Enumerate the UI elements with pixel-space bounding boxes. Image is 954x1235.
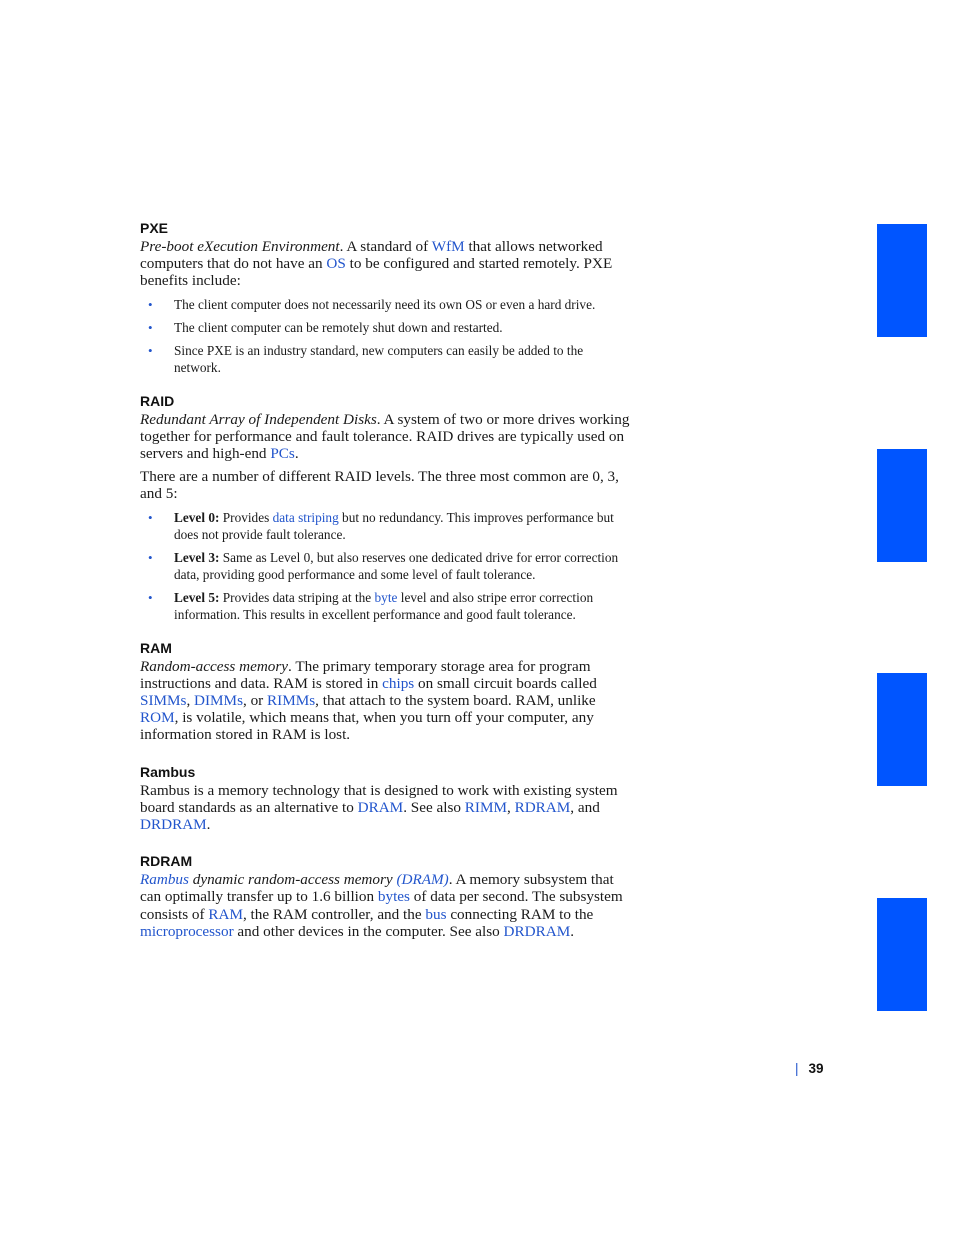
- expansion: dynamic random-access memory: [188, 871, 397, 889]
- definition: Redundant Array of Independent Disks. A system of two or more drives working together for performance and fault tolerance. RAID drives are typically used on servers and high-end PCs.: [140, 410, 630, 463]
- side-tab: [877, 673, 927, 786]
- link-dram[interactable]: (DRAM): [396, 871, 449, 889]
- list-item: • The client computer does not necessarily need its own OS or even a hard drive.: [148, 296, 596, 312]
- entry-rdram: [140, 853, 630, 940]
- levels-intro: There are a number of different RAID levels. The three most common are 0, 3, and 5:: [140, 468, 619, 503]
- level-label: Level 3:: [174, 549, 220, 565]
- list-item: • Level 5: Provides data striping at the byte level and also stripe error correction information. This results in excellent performance and good fault tolerance.: [148, 589, 594, 622]
- bullet-icon: •: [148, 319, 153, 335]
- expansion: Random-access memory: [140, 657, 289, 675]
- bullet-icon: •: [148, 549, 153, 565]
- link-bytes[interactable]: bytes: [377, 888, 410, 906]
- entry-rambus: [140, 764, 630, 834]
- term-heading: RAM: [140, 639, 172, 656]
- list-item: • Since PXE is an industry standard, new computers can easily be added to the network.: [148, 342, 584, 375]
- bullet-icon: •: [148, 589, 153, 605]
- link-dram[interactable]: DRAM: [357, 798, 404, 816]
- benefit-list: [140, 296, 630, 376]
- link-rom[interactable]: ROM: [140, 709, 175, 727]
- page-footer: [795, 1061, 824, 1076]
- footer-separator: |: [795, 1061, 799, 1076]
- page-number: 39: [808, 1061, 824, 1076]
- entry-raid: [140, 393, 630, 623]
- level-label: Level 0:: [174, 509, 220, 525]
- link-bus[interactable]: bus: [425, 905, 447, 923]
- definition: Random-access memory. The primary temporary storage area for program instructions and data. RAM is stored in chips on small circuit boards called SIMMs, DIMMs, or RIMMs, that attach to the system board. RAM, unlike ROM, is volatile, which means that, when you turn off your computer, any information stored in RAM is lost.: [140, 657, 597, 744]
- link-data-striping[interactable]: data striping: [272, 509, 339, 525]
- link-byte[interactable]: byte: [374, 589, 398, 605]
- list-item: • Level 0: Provides data striping but no redundancy. This improves performance but does not provide fault tolerance.: [148, 509, 614, 542]
- link-dimms[interactable]: DIMMs: [194, 692, 243, 710]
- side-tab: [877, 224, 927, 337]
- term-heading: Rambus: [140, 763, 196, 780]
- bullet-icon: •: [148, 509, 153, 525]
- link-rimms[interactable]: RIMMs: [267, 692, 316, 710]
- glossary-content: [140, 220, 630, 946]
- link-microprocessor[interactable]: microprocessor: [140, 922, 234, 940]
- bullet-icon: •: [148, 342, 153, 358]
- term-heading: RDRAM: [140, 853, 193, 870]
- term-heading: PXE: [140, 220, 169, 236]
- entry-pxe: [140, 220, 630, 376]
- link-pcs[interactable]: PCs: [270, 445, 295, 463]
- list-item: • Level 3: Same as Level 0, but also reserves one dedicated drive for error correction data, providing good performance and some level of fault tolerance.: [148, 549, 619, 582]
- link-ram[interactable]: RAM: [208, 905, 243, 923]
- link-drdram[interactable]: DRDRAM: [140, 816, 207, 834]
- link-chips[interactable]: chips: [382, 674, 415, 692]
- definition: Rambus dynamic random-access memory (DRAM). A memory subsystem that can optimally transfer up to 1.6 billion bytes of data per second. The subsystem consists of RAM, the RAM controller, and the bus connecting RAM to the microprocessor and other devices in the computer. See also DRDRAM.: [140, 871, 623, 940]
- level-label: Level 5:: [174, 589, 220, 605]
- link-simms[interactable]: SIMMs: [140, 692, 187, 710]
- bullet-icon: •: [148, 296, 153, 312]
- link-wfm[interactable]: WfM: [431, 238, 465, 255]
- entry-ram: [140, 640, 630, 744]
- expansion: Redundant Array of Independent Disks: [140, 410, 377, 428]
- link-rdram[interactable]: RDRAM: [514, 798, 571, 816]
- link-os[interactable]: OS: [326, 255, 346, 273]
- definition: Pre-boot eXecution Environment. A standard of WfM that allows networked computers that do not have an OS to be configured and started remotely. PXE benefits include:: [140, 238, 613, 290]
- definition: Rambus is a memory technology that is designed to work with existing system board standards as an alternative to DRAM. See also RIMM, RDRAM, and DRDRAM.: [140, 781, 618, 834]
- side-tab: [877, 449, 927, 562]
- side-tab: [877, 898, 927, 1011]
- term-heading: RAID: [140, 392, 175, 409]
- link-rimm[interactable]: RIMM: [464, 798, 507, 816]
- raid-level-list: [140, 509, 630, 623]
- link-rambus[interactable]: Rambus: [140, 871, 189, 889]
- link-drdram[interactable]: DRDRAM: [503, 922, 571, 940]
- list-item: • The client computer can be remotely shut down and restarted.: [148, 319, 503, 335]
- expansion: Pre-boot eXecution Environment: [140, 238, 340, 255]
